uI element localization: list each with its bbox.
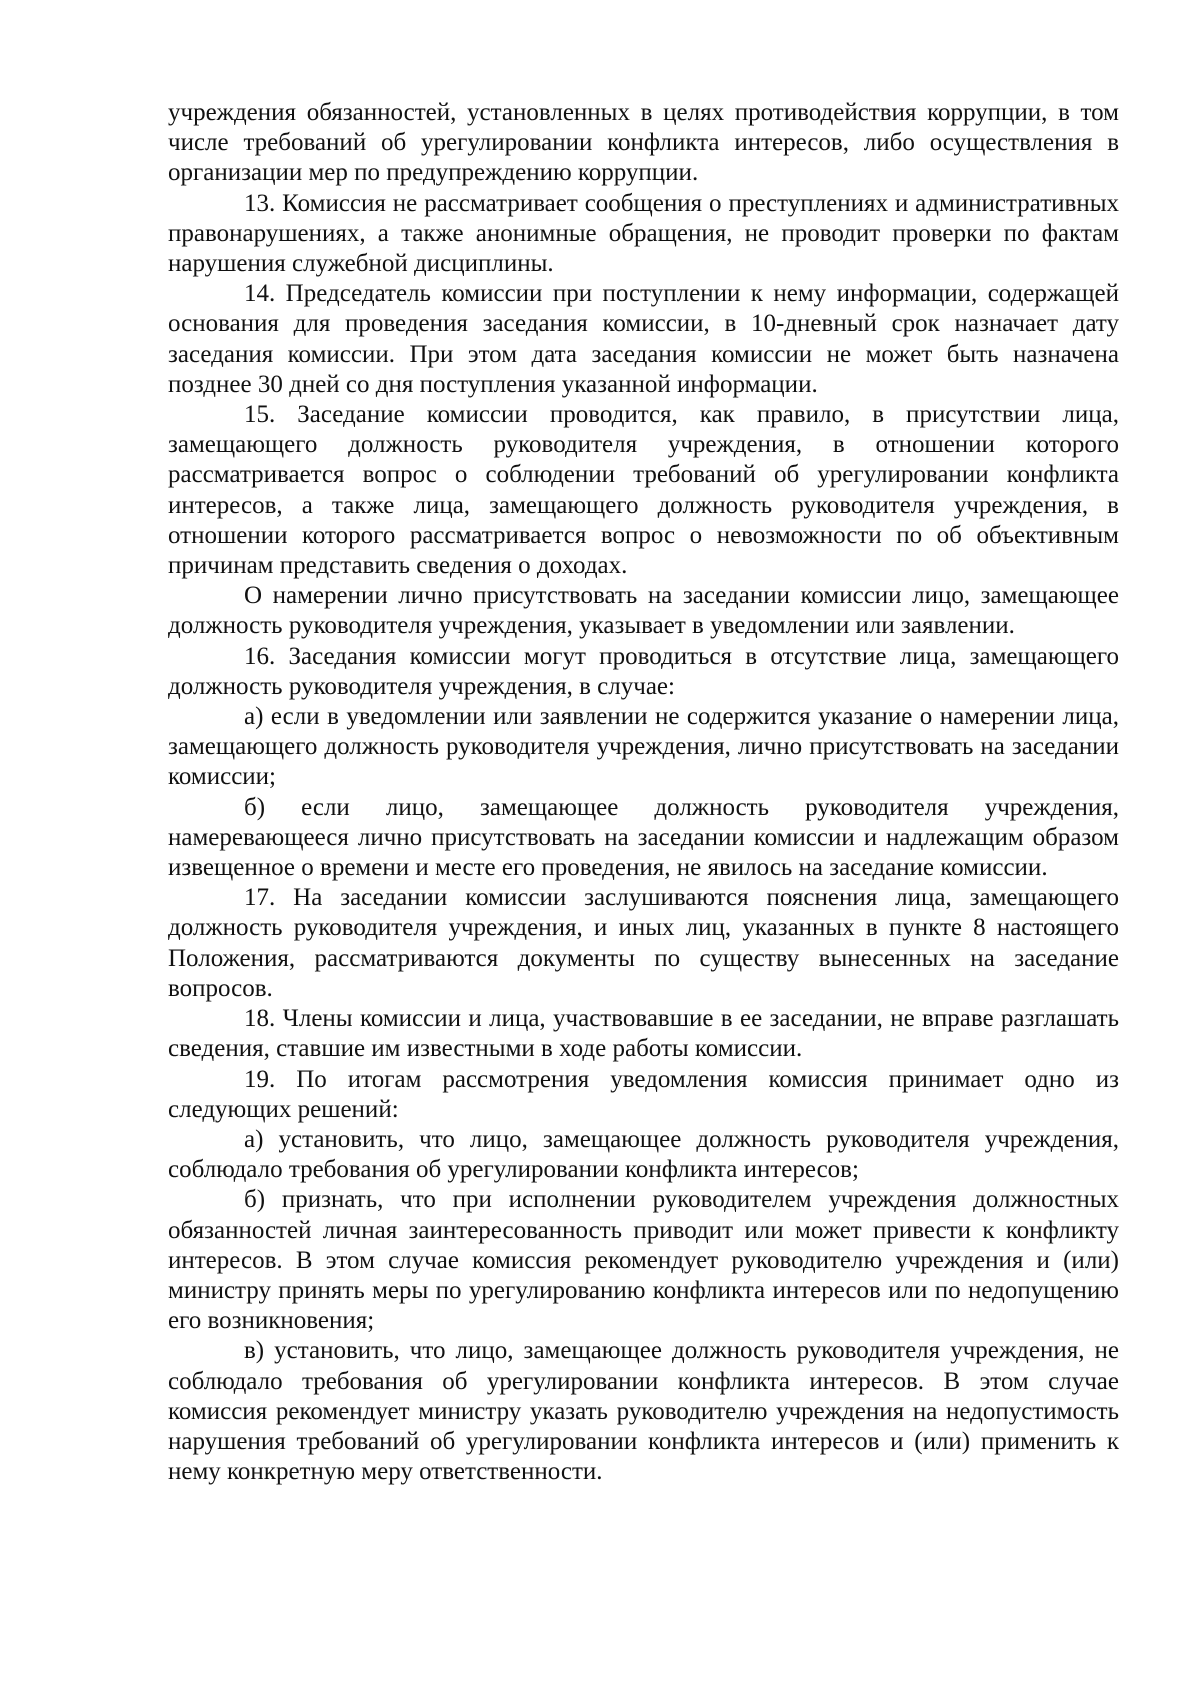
paragraph-15: 15. Заседание комиссии проводится, как правило, в присутствии лица, замещающего должность руководителя учреждения, в отношении которого рассматривается вопрос о соблюдении требований об урегулировании конфликта интересов, а также лица, замещающего должность руководителя учреждения, в отношении которого рассматривается вопрос о невозможности по об объективным причинам представить сведения о доходах. — [168, 401, 1119, 580]
paragraph-19: 19. По итогам рассмотрения уведомления комиссия принимает одно из следующих решений: — [168, 1065, 1119, 1123]
document-body — [168, 98, 1119, 1487]
paragraph-19-b: б) признать, что при исполнении руководителем учреждения должностных обязанностей личная заинтересованность приводит или может привести к конфликту интересов. В этом случае комиссия рекомендует руководителю учреждения и (или) министру принять меры по урегулированию конфликта интересов или по недопущению его возникновения; — [168, 1186, 1119, 1335]
paragraph-16-a: а) если в уведомлении или заявлении не содержится указание о намерении лица, замещающего должность руководителя учреждения, лично присутствовать на заседании комиссии; — [168, 703, 1119, 791]
paragraph-16: 16. Заседания комиссии могут проводиться в отсутствие лица, замещающего должность руководителя учреждения, в случае: — [168, 642, 1119, 700]
paragraph-19-a: а) установить, что лицо, замещающее должность руководителя учреждения, соблюдало требования об урегулировании конфликта интересов; — [168, 1125, 1119, 1184]
paragraph-15-note: О намерении лично присутствовать на заседании комиссии лицо, замещающее должность руководителя учреждения, указывает в уведомлении или заявлении. — [168, 582, 1119, 640]
paragraph-19-c: в) установить, что лицо, замещающее должность руководителя учреждения, не соблюдало требования об урегулировании конфликта интересов. В этом случае комиссия рекомендует министру указать руководителю учреждения на недопустимость нарушения требований об урегулировании конфликта интересов и (или) применить к нему конкретную меру ответственности. — [168, 1337, 1119, 1486]
paragraph-17: 17. На заседании комиссии заслушиваются пояснения лица, замещающего должность руководителя учреждения, и иных лиц, указанных в пункте 8 настоящего Положения, рассматриваются документы по существу вынесенных на заседание вопросов. — [168, 884, 1119, 1002]
paragraph-13: 13. Комиссия не рассматривает сообщения о преступлениях и административных правонарушениях, а также анонимные обращения, не проводит проверки по фактам нарушения служебной дисциплины. — [168, 189, 1119, 278]
paragraph-16-b: б) если лицо, замещающее должность руководителя учреждения, намеревающееся лично присутствовать на заседании комиссии и надлежащим образом извещенное о времени и месте его проведения, не явилось на заседание комиссии. — [168, 793, 1119, 882]
paragraph-continuation: учреждения обязанностей, установленных в целях противодействия коррупции, в том числе требований об урегулировании конфликта интересов, либо осуществления в организации мер по предупреждению коррупции. — [168, 99, 1119, 187]
paragraph-14: 14. Председатель комиссии при поступлении к нему информации, содержащей основания для проведения заседания комиссии, в 10-дневный срок назначает дату заседания комиссии. При этом дата заседания комиссии не может быть назначена позднее 30 дней со дня поступления указанной информации. — [168, 280, 1119, 398]
paragraph-18: 18. Члены комиссии и лица, участвовавшие в ее заседании, не вправе разглашать сведения, ставшие им известными в ходе работы комиссии. — [168, 1005, 1119, 1063]
